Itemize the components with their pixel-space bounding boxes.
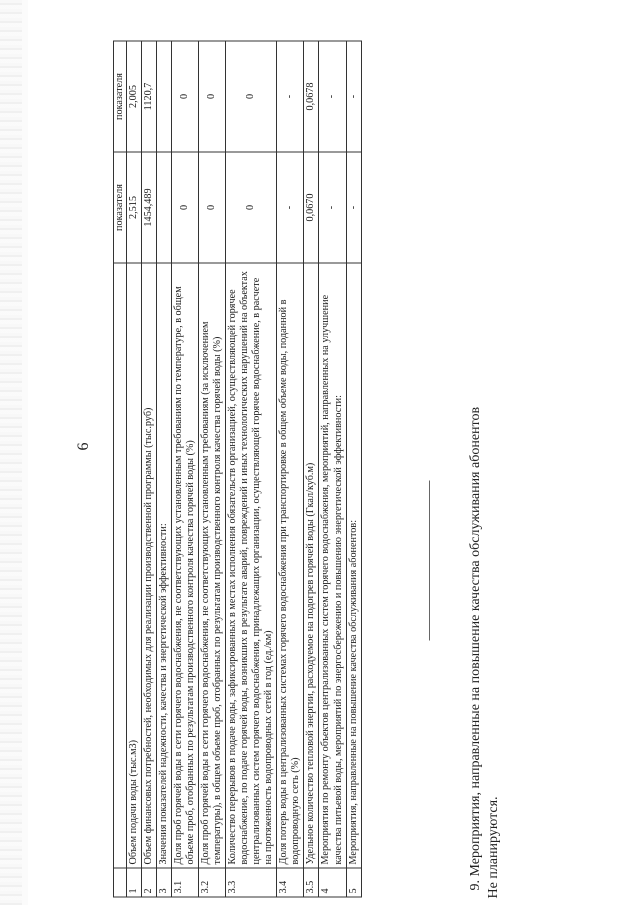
section-9-text: Не планируются. <box>486 795 501 898</box>
row-number-cell: 3 <box>157 868 172 897</box>
table-body <box>127 41 362 897</box>
row-value-b-cell <box>157 41 172 152</box>
table-header-row <box>114 41 127 897</box>
table-row <box>277 41 304 897</box>
row-number-cell: 4 <box>319 868 346 897</box>
table-row <box>199 41 226 897</box>
row-value-b-cell: 0 <box>172 41 199 152</box>
row-name-cell: Значения показателей надежности, качества и энергетической эффективности: <box>157 263 172 868</box>
row-name-cell: Доля проб горячей воды в сети горячего водоснабжения, не соответствующих установленным требованиям по температуре, в общем объеме проб, отобранных по результатам производственного контроля качества горячей воды (%) <box>172 263 199 868</box>
header-cell-num <box>114 868 127 897</box>
row-number-cell: 2 <box>142 868 157 897</box>
row-number-cell: 3.2 <box>199 868 226 897</box>
separator-line <box>429 480 430 640</box>
header-cell-name <box>114 263 127 868</box>
row-value-a-cell: - <box>346 152 361 263</box>
row-value-b-cell: 0 <box>226 41 277 152</box>
row-value-b-cell: - <box>319 41 346 152</box>
row-value-b-cell: 2,005 <box>127 41 142 152</box>
page-number: 6 <box>75 442 92 450</box>
row-value-a-cell <box>157 152 172 263</box>
table-row <box>142 41 157 897</box>
row-number-cell: 3.3 <box>226 868 277 897</box>
row-value-a-cell: 1454,489 <box>142 152 157 263</box>
table-row <box>172 41 199 897</box>
table-row <box>127 41 142 897</box>
row-value-b-cell: - <box>277 41 304 152</box>
row-name-cell: Доля проб горячей воды в сети горячего водоснабжения, не соответствующих установленным требованиям (за исключением температуры), в общем объеме проб, отобранных по результатам производственного контроля качества горячей воды (%) <box>199 263 226 868</box>
table-row <box>319 41 346 897</box>
row-value-b-cell: 0,0678 <box>304 41 319 152</box>
table-row <box>157 41 172 897</box>
row-number-cell: 1 <box>127 868 142 897</box>
row-value-a-cell: - <box>277 152 304 263</box>
row-number-cell: 3.5 <box>304 868 319 897</box>
row-value-a-cell: 0 <box>172 152 199 263</box>
row-name-cell: Доля потерь воды в централизованных системах горячего водоснабжения при транспортировке в общем объеме воды, поданной в водопроводную сеть (%) <box>277 263 304 868</box>
row-name-cell: Объем подачи воды (тыс.м3) <box>127 263 142 868</box>
row-value-b-cell: 0 <box>199 41 226 152</box>
table-row <box>226 41 277 897</box>
row-number-cell: 3.1 <box>172 868 199 897</box>
row-name-cell: Удельное количество тепловой энергии, расходуемое на подогрев горячей воды (Гкал/куб.м) <box>304 263 319 868</box>
row-name-cell: Объем финансовых потребностей, необходимых для реализации производственной программы (тыс.руб) <box>142 263 157 868</box>
row-name-cell: Мероприятия, направленные на повышение качества обслуживания абонентов: <box>346 263 361 868</box>
row-value-a-cell: 0 <box>226 152 277 263</box>
header-cell-a: показателя <box>114 152 127 263</box>
header-cell-b: показателя <box>114 41 127 152</box>
row-number-cell: 3.4 <box>277 868 304 897</box>
row-value-a-cell: - <box>319 152 346 263</box>
row-number-cell: 5 <box>346 868 361 897</box>
indicators-table <box>113 40 362 897</box>
table-row <box>304 41 319 897</box>
row-name-cell: Количество перерывов в подаче воды, зафиксированных в местах исполнения обязательств организацией, осуществляющей горячее водоснабжение, по подаче горячей воды, возникших в результате аварий, повреждений и иных технологических нарушений на объектах централизованных систем горячего водоснабжения, принадлежащих организации, осуществляющей горячее водоснабжение, в расчете на протяженность водопроводных сетей в год (ед./км) <box>226 263 277 868</box>
row-name-cell: Мероприятия по ремонту объектов централизованных систем горячего водоснабжения, мероприятий, направленных на улучшение качества питьевой воды, мероприятий по энергосбережению и повышению энергетической эффективности: <box>319 263 346 868</box>
row-value-a-cell: 0,0670 <box>304 152 319 263</box>
section-9-title: 9. Мероприятия, направленные на повышение качества обслуживания абонентов <box>468 406 483 890</box>
row-value-a-cell: 0 <box>199 152 226 263</box>
row-value-a-cell: 2,515 <box>127 152 142 263</box>
row-value-b-cell: - <box>346 41 361 152</box>
row-value-b-cell: 1120,7 <box>142 41 157 152</box>
table-row <box>346 41 361 897</box>
